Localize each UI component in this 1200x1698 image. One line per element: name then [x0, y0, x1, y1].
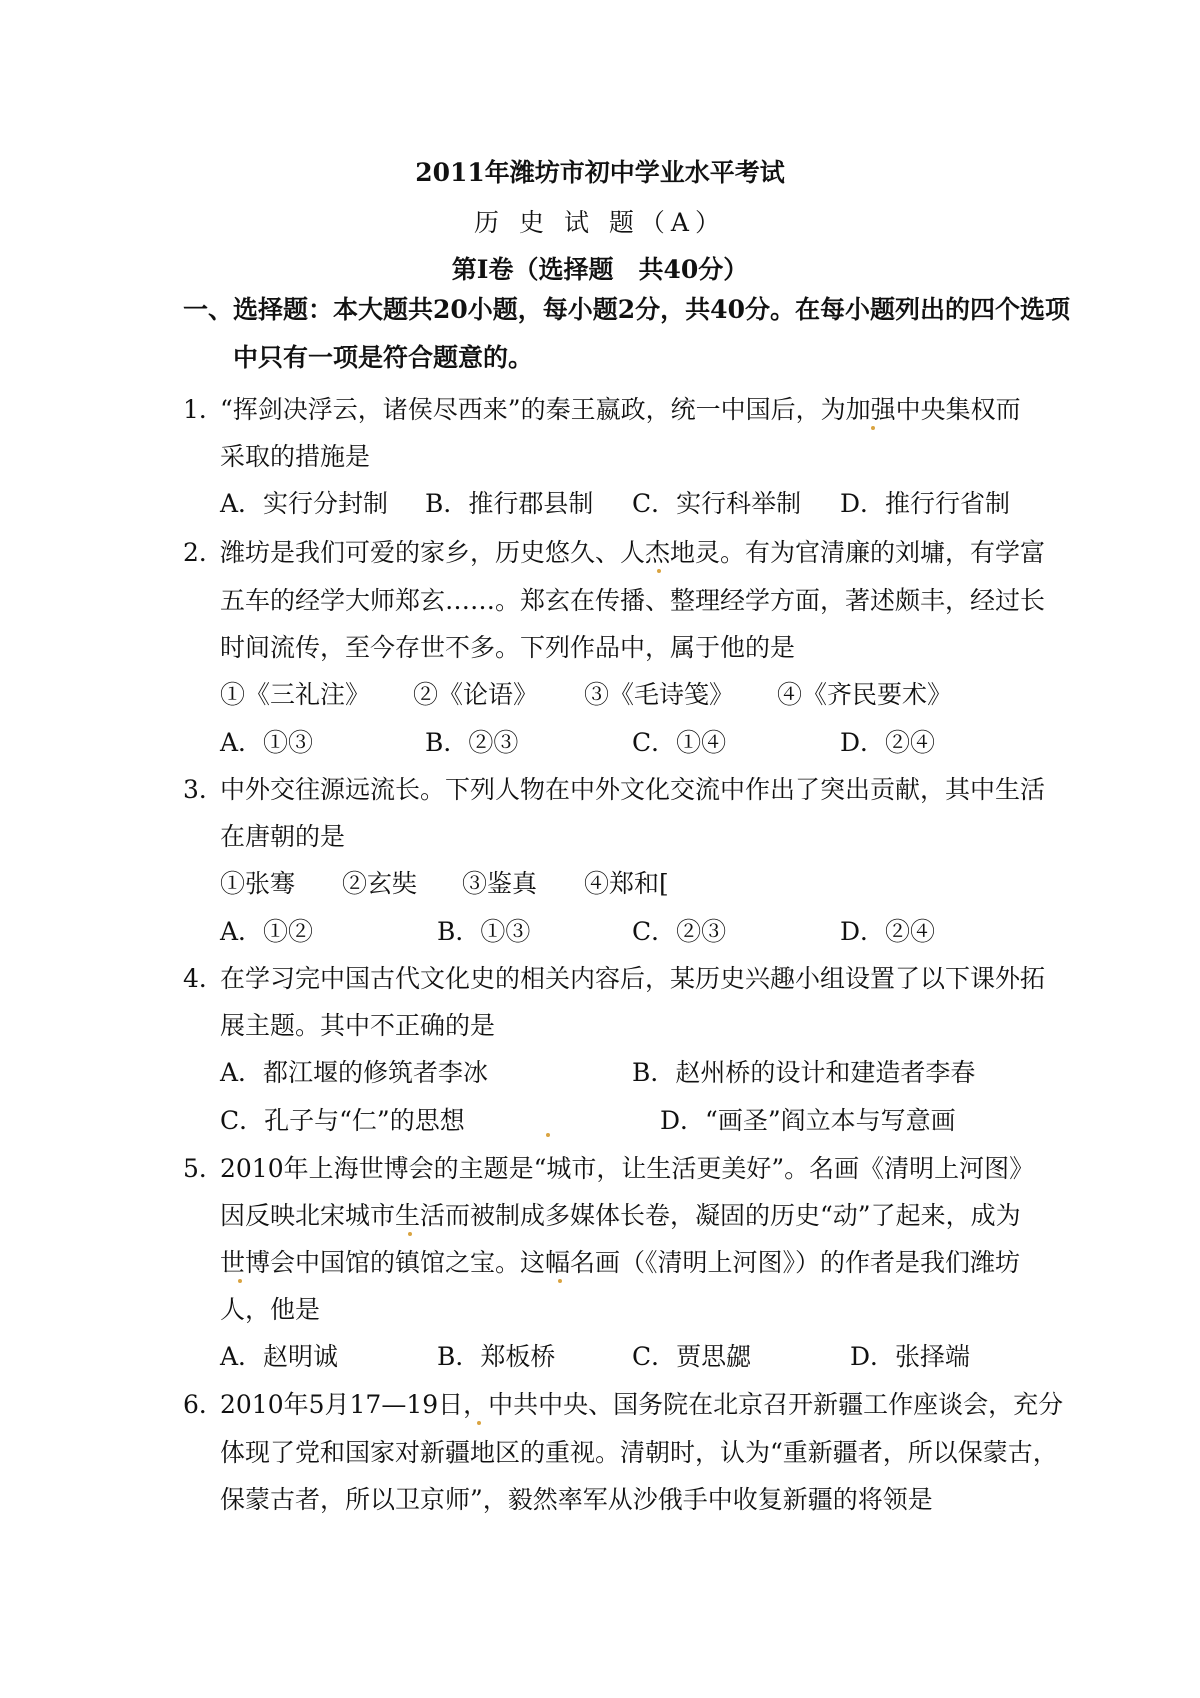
section-instruction-line-2: 中只有一项是符合题意的。 — [233, 343, 534, 372]
question-4-option-d: D．“画圣”阎立本与写意画 — [660, 1106, 956, 1135]
question-2-line-1: 潍坊是我们可爱的家乡，历史悠久、人杰地灵。有为官清廉的刘墉，有学富 — [220, 538, 1046, 567]
question-3-item-2: ②玄奘 — [342, 869, 418, 898]
question-2-line-3: 时间流传，至今存世不多。下列作品中，属于他的是 — [220, 633, 796, 662]
question-1-option-d: D．推行行省制 — [840, 489, 1011, 518]
question-2-line-2: 五车的经学大师郑玄……。郑玄在传播、整理经学方面，著述颇丰，经过长 — [220, 586, 1046, 615]
question-4-line-2: 展主题。其中不正确的是 — [220, 1011, 496, 1040]
question-3-item-3: ③鉴真 — [462, 869, 538, 898]
question-6-number: 6． — [183, 1390, 224, 1419]
question-2-option-b: B．②③ — [425, 728, 519, 757]
question-5-option-b: B．郑板桥 — [437, 1342, 556, 1371]
scan-mark — [871, 426, 875, 430]
question-3-option-a: A．①② — [220, 917, 314, 946]
question-3-option-b: B．①③ — [437, 917, 531, 946]
question-6-line-3: 保蒙古者，所以卫京师”，毅然率军从沙俄手中收复新疆的将领是 — [220, 1485, 933, 1514]
scan-mark — [408, 1232, 412, 1236]
question-3-line-1: 中外交往源远流长。下列人物在中外文化交流中作出了突出贡献，其中生活 — [220, 775, 1046, 804]
question-2-option-a: A．①③ — [220, 728, 314, 757]
exam-title: 2011年潍坊市初中学业水平考试 — [415, 158, 785, 187]
question-2-item-1: ①《三礼注》 — [220, 680, 371, 709]
question-1-line-1: “挥剑决浮云，诸侯尽西来”的秦王嬴政，统一中国后，为加强中央集权而 — [220, 395, 1021, 424]
question-5-line-1: 2010年上海世博会的主题是“城市，让生活更美好”。名画《清明上河图》 — [220, 1154, 1035, 1183]
question-1-number: 1． — [183, 395, 224, 424]
question-2-item-2: ②《论语》 — [413, 680, 539, 709]
question-2-option-d: D．②④ — [840, 728, 936, 757]
question-1-option-a: A．实行分封制 — [220, 489, 389, 518]
question-1-option-b: B．推行郡县制 — [425, 489, 594, 518]
section-instruction-line-1: 一、选择题：本大题共20小题，每小题2分，共40分。在每小题列出的四个选项 — [183, 295, 1070, 324]
question-3-option-c: C．②③ — [632, 917, 727, 946]
question-3-item-4: ④郑和[ — [584, 869, 669, 898]
scan-mark — [657, 569, 661, 573]
question-1-line-2: 采取的措施是 — [220, 442, 371, 471]
question-5-line-2: 因反映北宋城市生活而被制成多媒体长卷，凝固的历史“动”了起来，成为 — [220, 1201, 1021, 1230]
question-3-line-2: 在唐朝的是 — [220, 822, 346, 851]
question-4-number: 4． — [183, 964, 224, 993]
question-3-number: 3． — [183, 775, 224, 804]
part-heading: 第Ⅰ卷（选择题 共40分） — [451, 255, 749, 284]
question-4-option-b: B．赵州桥的设计和建造者李春 — [632, 1058, 976, 1087]
question-5-option-a: A．赵明诚 — [220, 1342, 339, 1371]
scan-mark — [238, 1279, 242, 1283]
scan-mark — [546, 1133, 550, 1137]
exam-subtitle: 历 史 试 题（A） — [474, 208, 726, 237]
question-4-option-a: A．都江堰的修筑者李冰 — [220, 1058, 489, 1087]
question-2-item-3: ③《毛诗笺》 — [584, 680, 735, 709]
question-5-option-d: D．张择端 — [850, 1342, 971, 1371]
question-6-line-2: 体现了党和国家对新疆地区的重视。清朝时，认为“重新疆者，所以保蒙古， — [220, 1438, 1058, 1467]
question-5-line-4: 人，他是 — [220, 1295, 321, 1324]
question-2-item-4: ④《齐民要术》 — [777, 680, 953, 709]
question-2-number: 2． — [183, 538, 224, 567]
question-5-line-3: 世博会中国馆的镇馆之宝。这幅名画（《清明上河图》）的作者是我们潍坊 — [220, 1248, 1021, 1277]
question-2-option-c: C．①④ — [632, 728, 727, 757]
question-3-item-1: ①张骞 — [220, 869, 296, 898]
scan-mark — [477, 1421, 481, 1425]
question-4-line-1: 在学习完中国古代文化史的相关内容后，某历史兴趣小组设置了以下课外拓 — [220, 964, 1046, 993]
question-3-option-d: D．②④ — [840, 917, 936, 946]
scan-mark — [558, 1279, 562, 1283]
question-5-number: 5． — [183, 1154, 224, 1183]
question-5-option-c: C．贾思勰 — [632, 1342, 752, 1371]
question-1-option-c: C．实行科举制 — [632, 489, 802, 518]
question-4-option-c: C．孔子与“仁”的思想 — [220, 1106, 465, 1135]
question-6-line-1: 2010年5月17—19日，中共中央、国务院在北京召开新疆工作座谈会，充分 — [220, 1390, 1064, 1419]
